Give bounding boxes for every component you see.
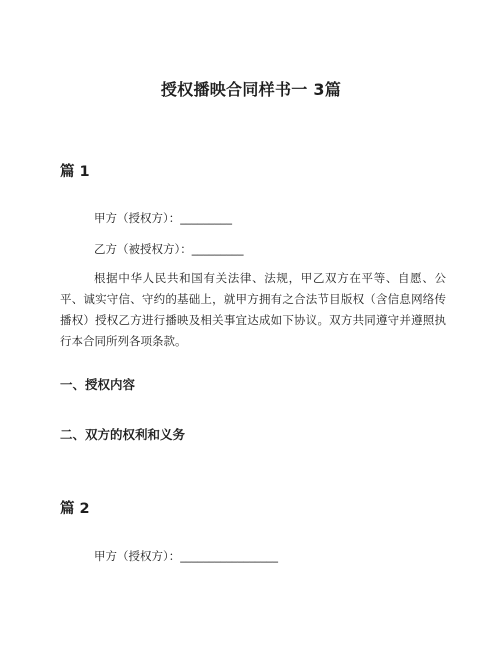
clause-heading-1: 一、授权内容 bbox=[60, 377, 136, 392]
party-a-line: 甲方（授权方）：_________ bbox=[94, 211, 232, 225]
section-heading-2: 篇 2 bbox=[60, 501, 90, 517]
party-a-line-2: 甲方（授权方）：_________________ bbox=[94, 549, 278, 563]
clause-heading-2: 二、双方的权利和义务 bbox=[60, 427, 186, 442]
document-title: 授权播映合同样书一 3篇 bbox=[160, 80, 342, 99]
section-heading-1: 篇 1 bbox=[60, 164, 90, 180]
intro-paragraph: 根据中华人民共和国有关法律、法规，甲乙双方在平等、自愿、公平、诚实守信、守约的基础上，就甲方拥有之合法节目版权（含信息网络传播权）授权乙方进行播映及相关事宜达成如下协议。双方共同遵守并遵照执行本合同所列各项条款。 bbox=[60, 271, 446, 348]
party-b-line: 乙方（被授权方）：_________ bbox=[94, 242, 244, 256]
